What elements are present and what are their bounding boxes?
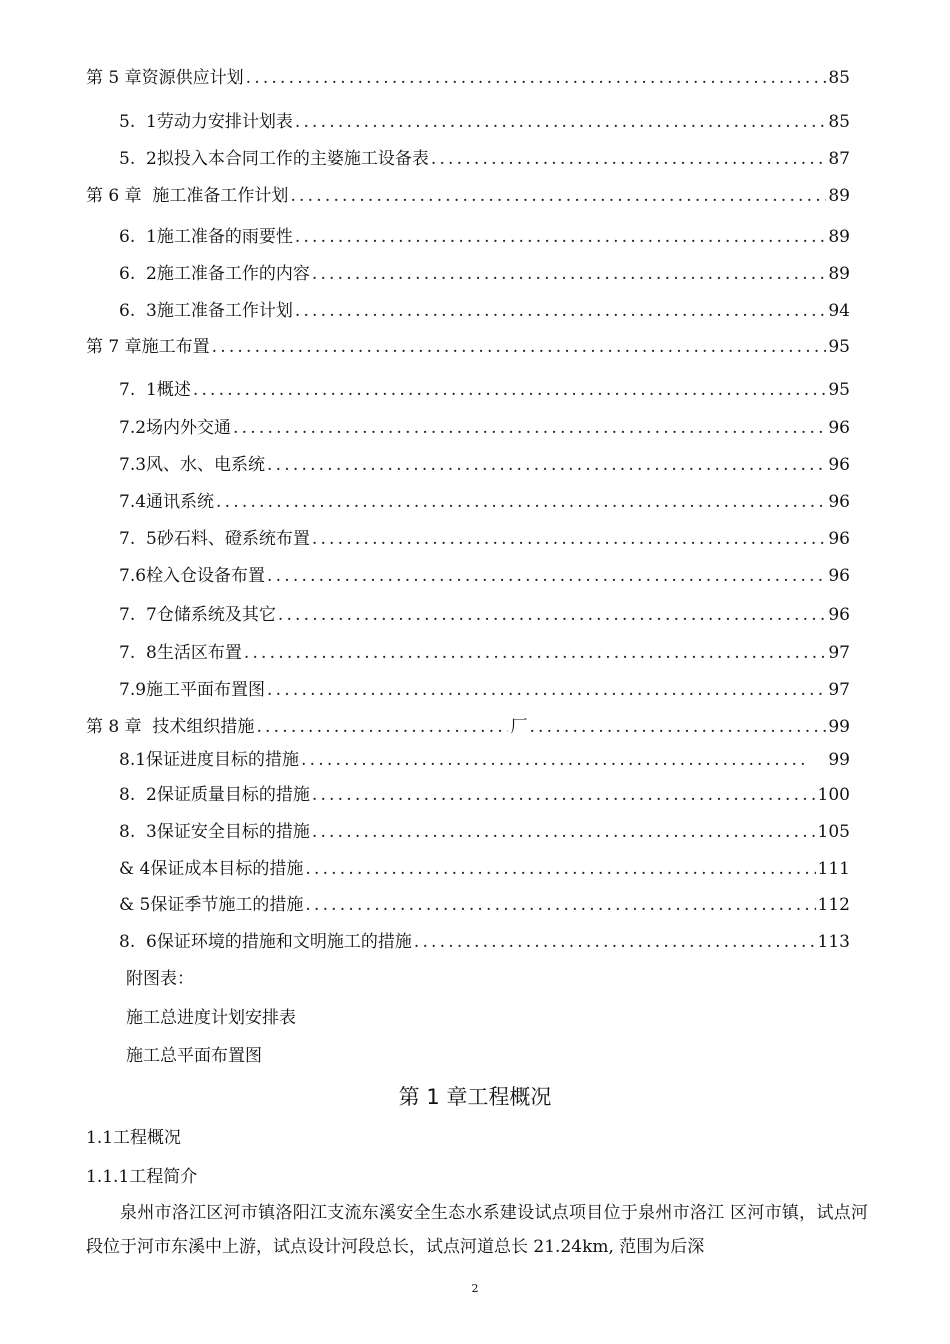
dot-leader — [431, 146, 827, 172]
toc-entry-label: 7. 8生活区布置 — [119, 643, 242, 663]
toc-entry-label: 6. 1施工准备的雨要性 — [119, 227, 293, 247]
toc-chapter-entry[interactable] — [86, 334, 850, 360]
subsection-heading: 1.1.1工程简介 — [86, 1167, 198, 1187]
dot-leader — [295, 298, 827, 324]
toc-section-entry[interactable] — [119, 563, 850, 589]
toc-entry-mark: 厂 — [510, 717, 528, 737]
toc-section-entry[interactable] — [119, 377, 850, 403]
dot-leader — [312, 819, 816, 845]
toc-page-number: 97 — [828, 643, 850, 663]
dot-leader — [312, 261, 827, 287]
toc-section-entry[interactable] — [119, 526, 850, 552]
toc-page-number: 100 — [817, 785, 850, 805]
toc-entry-label: 8.1保证进度目标的措施 — [119, 750, 300, 770]
toc-section-entry[interactable] — [119, 747, 850, 773]
toc-page-number: 96 — [828, 455, 850, 475]
toc-chapter-entry[interactable] — [86, 183, 850, 209]
dot-leader — [267, 563, 826, 589]
toc-section-entry[interactable] — [119, 109, 850, 135]
toc-page-number: 89 — [828, 186, 850, 206]
chapter-title: 第 1 章工程概况 — [398, 1085, 552, 1109]
toc-section-entry[interactable] — [119, 415, 850, 441]
dot-leader — [312, 526, 827, 552]
toc-section-entry[interactable] — [119, 782, 850, 808]
dot-leader — [529, 714, 826, 740]
toc-page-number: 85 — [828, 112, 850, 132]
toc-entry-label: 7. 5砂石料、磴系统布置 — [119, 529, 310, 549]
appendix-title: 附图表： — [126, 969, 194, 989]
dot-leader — [301, 747, 806, 773]
toc-section-entry[interactable] — [119, 856, 850, 882]
dot-leader — [312, 782, 816, 808]
page-number: 2 — [471, 1282, 479, 1295]
toc-section-entry[interactable] — [119, 146, 850, 172]
toc-entry-label: 7.6栓入仓设备布置 — [119, 566, 266, 586]
toc-page-number: 97 — [828, 680, 850, 700]
toc-chapter-entry[interactable] — [86, 65, 850, 91]
dot-leader — [267, 452, 826, 478]
toc-page-number: 95 — [828, 337, 850, 357]
toc-page-number: 112 — [817, 895, 850, 915]
toc-entry-label: 8. 2保证质量目标的措施 — [119, 785, 310, 805]
toc-page-number: 85 — [828, 68, 850, 88]
toc-entry-label: 8. 6保证环境的措施和文明施工的措施 — [119, 932, 412, 952]
toc-entry-label: 6. 2施工准备工作的内容 — [119, 264, 310, 284]
toc-section-entry[interactable] — [119, 452, 850, 478]
toc-entry-label: 5. 2拟投入本合同工作的主婆施工设备表 — [119, 149, 429, 169]
toc-page-number: 94 — [828, 301, 850, 321]
toc-entry-label: 7. 7仓储系统及其它 — [119, 605, 276, 625]
toc-entry-label: 7.4通讯系统 — [119, 492, 215, 512]
toc-section-entry[interactable] — [119, 819, 850, 845]
toc-page-number: 96 — [828, 566, 850, 586]
toc-section-entry[interactable] — [119, 602, 850, 628]
toc-section-entry[interactable] — [119, 892, 850, 918]
dot-leader — [295, 109, 827, 135]
toc-page-number: 111 — [817, 859, 850, 879]
dot-leader — [212, 334, 827, 360]
toc-entry-label: & 5保证季节施工的措施 — [119, 895, 304, 915]
toc-entry-label: 6. 3施工准备工作计划 — [119, 301, 293, 321]
dot-leader — [233, 415, 826, 441]
dot-leader — [305, 892, 815, 918]
toc-section-entry[interactable] — [119, 929, 850, 955]
toc-page-number: 95 — [828, 380, 850, 400]
toc-entry-label: 5. 1劳动力安排计划表 — [119, 112, 293, 132]
toc-page-number: 89 — [828, 227, 850, 247]
dot-leader — [305, 856, 815, 882]
dot-leader — [414, 929, 816, 955]
toc-chapter-entry[interactable] — [86, 714, 850, 740]
toc-page-number: 87 — [828, 149, 850, 169]
toc-entry-label: 7.3风、水、电系统 — [119, 455, 266, 475]
dot-leader — [256, 714, 508, 740]
dot-leader — [278, 602, 827, 628]
section-heading: 1.1工程概况 — [86, 1128, 182, 1148]
dot-leader — [267, 677, 826, 703]
toc-entry-label: 7.2场内外交通 — [119, 418, 232, 438]
dot-leader — [290, 183, 826, 209]
dot-leader — [193, 377, 827, 403]
toc-section-entry[interactable] — [119, 261, 850, 287]
dot-leader — [295, 224, 827, 250]
toc-page-number: 96 — [828, 529, 850, 549]
toc-page-number: 105 — [817, 822, 850, 842]
toc-page-number: 96 — [828, 418, 850, 438]
toc-entry-label: 7. 1概述 — [119, 380, 191, 400]
toc-entry-label: 第 8 章 技术组织措施 — [86, 717, 255, 737]
dot-leader — [244, 640, 827, 666]
toc-page-number: 96 — [828, 492, 850, 512]
toc-entry-label: 7.9施工平面布置图 — [119, 680, 266, 700]
toc-entry-label: 第 5 章资源供应计划 — [86, 68, 244, 88]
toc-page-number: 89 — [828, 264, 850, 284]
toc-page-number: 96 — [828, 605, 850, 625]
appendix-item: 施工总进度计划安排表 — [126, 1008, 296, 1028]
toc-entry-label: 8. 3保证安全目标的措施 — [119, 822, 310, 842]
appendix-item: 施工总平面布置图 — [126, 1046, 262, 1066]
toc-section-entry[interactable] — [119, 677, 850, 703]
body-paragraph: 泉州市洛江区河市镇洛阳江支流东溪安全生态水系建设试点项目位于泉州市洛江 区河市镇，试点河段位于河市东溪中上游，试点设计河段总长，试点河道总长 21.24km, 范围为后深 — [86, 1203, 868, 1257]
toc-entry-label: 第 7 章施工布置 — [86, 337, 210, 357]
toc-entry-label: 第 6 章 施工准备工作计划 — [86, 186, 289, 206]
toc-section-entry[interactable] — [119, 489, 850, 515]
toc-page-number: 113 — [817, 932, 850, 952]
dot-leader — [246, 65, 827, 91]
dot-leader — [216, 489, 826, 515]
toc-section-entry[interactable] — [119, 640, 850, 666]
toc-section-entry[interactable] — [119, 298, 850, 324]
toc-section-entry[interactable] — [119, 224, 850, 250]
toc-page-number: 99 — [828, 750, 850, 770]
toc-entry-label: & 4保证成本目标的措施 — [119, 859, 304, 879]
toc-page-number: 99 — [828, 717, 850, 737]
